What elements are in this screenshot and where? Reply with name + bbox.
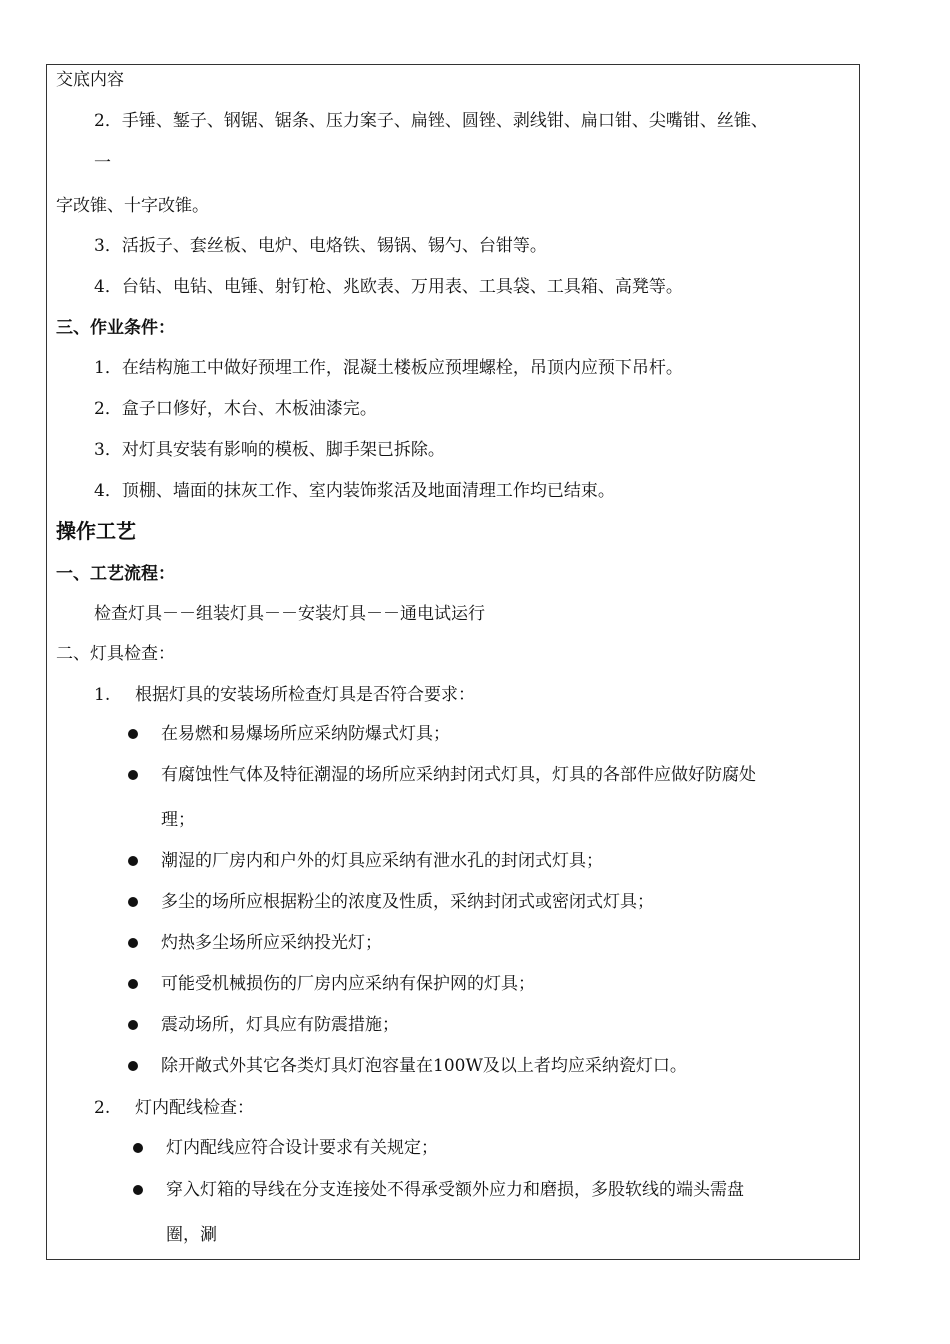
condition-item: 3．对灯具安装有影响的模板、脚手架已拆除。 <box>94 440 445 460</box>
bullet-item: 震动场所，灯具应有防震措施； <box>161 1015 399 1035</box>
condition-item: 1．在结构施工中做好预埋工作，混凝土楼板应预埋螺栓，吊顶内应预下吊杆。 <box>94 358 683 378</box>
bullet-item-wrap: 理； <box>161 810 195 830</box>
bullet-item: 灯内配线应符合设计要求有关规定； <box>166 1138 438 1158</box>
tools-item-2-cont: 字改锥、十字改锥。 <box>56 196 209 216</box>
check-heading: 二、灯具检查： <box>56 644 175 664</box>
tools-item-2-wrap: 一 <box>94 153 111 173</box>
bullet-icon <box>133 1143 143 1153</box>
bullet-icon <box>128 729 138 739</box>
bullet-icon <box>128 770 138 780</box>
bullet-item: 可能受机械损伤的厂房内应采纳有保护网的灯具； <box>161 974 535 994</box>
bullet-icon <box>128 1020 138 1030</box>
sub-heading: 灯内配线检查： <box>135 1098 254 1118</box>
bullet-item: 有腐蚀性气体及特征潮湿的场所应采纳封闭式灯具，灯具的各部件应做好防腐处 <box>161 765 756 785</box>
bullet-icon <box>128 979 138 989</box>
bullet-icon <box>128 938 138 948</box>
bullet-item: 在易燃和易爆场所应采纳防爆式灯具； <box>161 724 450 744</box>
section-label: 交底内容 <box>56 70 124 90</box>
conditions-heading: 三、作业条件： <box>56 318 175 338</box>
sub-heading: 根据灯具的安装场所检查灯具是否符合要求： <box>135 685 475 705</box>
condition-item: 4．顶棚、墙面的抹灰工作、室内装饰浆活及地面清理工作均已结束。 <box>94 481 615 501</box>
bullet-item: 穿入灯箱的导线在分支连接处不得承受额外应力和磨损，多股软线的端头需盘 <box>166 1180 744 1200</box>
tools-item-4: 4．台钻、电钻、电锤、射钉枪、兆欧表、万用表、工具袋、工具箱、高凳等。 <box>94 277 683 297</box>
flow-text: 检查灯具－－组装灯具－－安装灯具－－通电试运行 <box>94 604 485 624</box>
sub-number: 1. <box>94 685 111 705</box>
bullet-item: 灼热多尘场所应采纳投光灯； <box>161 933 382 953</box>
bullet-item: 多尘的场所应根据粉尘的浓度及性质，采纳封闭式或密闭式灯具； <box>161 892 654 912</box>
flow-heading: 一、工艺流程： <box>56 564 175 584</box>
sub-number: 2. <box>94 1098 111 1118</box>
bullet-item: 潮湿的厂房内和户外的灯具应采纳有泄水孔的封闭式灯具； <box>161 851 603 871</box>
bullet-item-wrap: 圈，涮 <box>166 1225 217 1245</box>
tools-item-2: 2．手锤、錾子、钢锯、锯条、压力案子、扁锉、圆锉、剥线钳、扁口钳、尖嘴钳、丝锥、 <box>94 111 768 131</box>
condition-item: 2．盒子口修好，木台、木板油漆完。 <box>94 399 377 419</box>
bullet-icon <box>128 897 138 907</box>
bullet-icon <box>128 1061 138 1071</box>
tools-item-3: 3．活扳子、套丝板、电炉、电烙铁、锡锅、锡勺、台钳等。 <box>94 236 547 256</box>
bullet-icon <box>133 1185 143 1195</box>
bullet-item: 除开敞式外其它各类灯具灯泡容量在100W及以上者均应采纳瓷灯口。 <box>161 1056 687 1076</box>
process-title: 操作工艺 <box>56 519 136 543</box>
bullet-icon <box>128 856 138 866</box>
